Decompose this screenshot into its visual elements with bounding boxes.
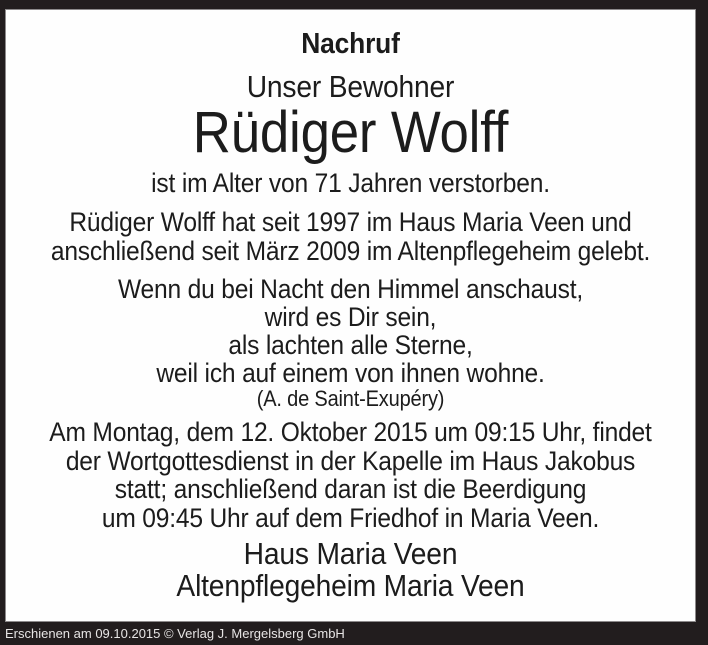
residence-paragraph [37, 208, 664, 266]
quote-line: als lachten alle Sterne, [228, 330, 473, 360]
residence-line: Rüdiger Wolff hat seit 1997 im Haus Maria Veen und [69, 207, 632, 237]
notice-kicker: Nachruf [301, 28, 400, 60]
signature-block [37, 538, 664, 602]
service-line: statt; anschließend daran ist die Beerdigung [114, 474, 587, 504]
death-statement: ist im Alter von 71 Jahren verstorben. [151, 168, 550, 198]
service-line: um 09:45 Uhr auf dem Friedhof in Maria Veen. [101, 502, 600, 533]
service-line: Am Montag, dem 12. Oktober 2015 um 09:15 Uhr, findet [49, 417, 652, 447]
quote-line: weil ich auf einem von ihnen wohne. [156, 358, 545, 388]
quote-line: Wenn du bei Nacht den Himmel anschaust, [117, 274, 583, 304]
service-line: der Wortgottesdienst in der Kapelle im Haus Jakobus [65, 445, 636, 476]
memorial-quote [37, 275, 664, 387]
deceased-name: Rüdiger Wolff [192, 100, 509, 165]
service-paragraph [37, 418, 664, 532]
notice-subtitle: Unser Bewohner [246, 69, 455, 104]
quote-attribution: (A. de Saint-Exupéry) [256, 386, 445, 411]
residence-line: anschließend seit März 2009 im Altenpflegeheim gelebt. [50, 236, 651, 266]
notice-panel [6, 10, 695, 621]
notice-content [37, 28, 664, 602]
signature-line: Haus Maria Veen [243, 536, 458, 571]
publisher-imprint: Erschienen am 09.10.2015 © Verlag J. Mergelsberg GmbH [5, 626, 345, 641]
signature-line: Altenpflegeheim Maria Veen [176, 568, 525, 603]
quote-line: wird es Dir sein, [264, 302, 437, 332]
